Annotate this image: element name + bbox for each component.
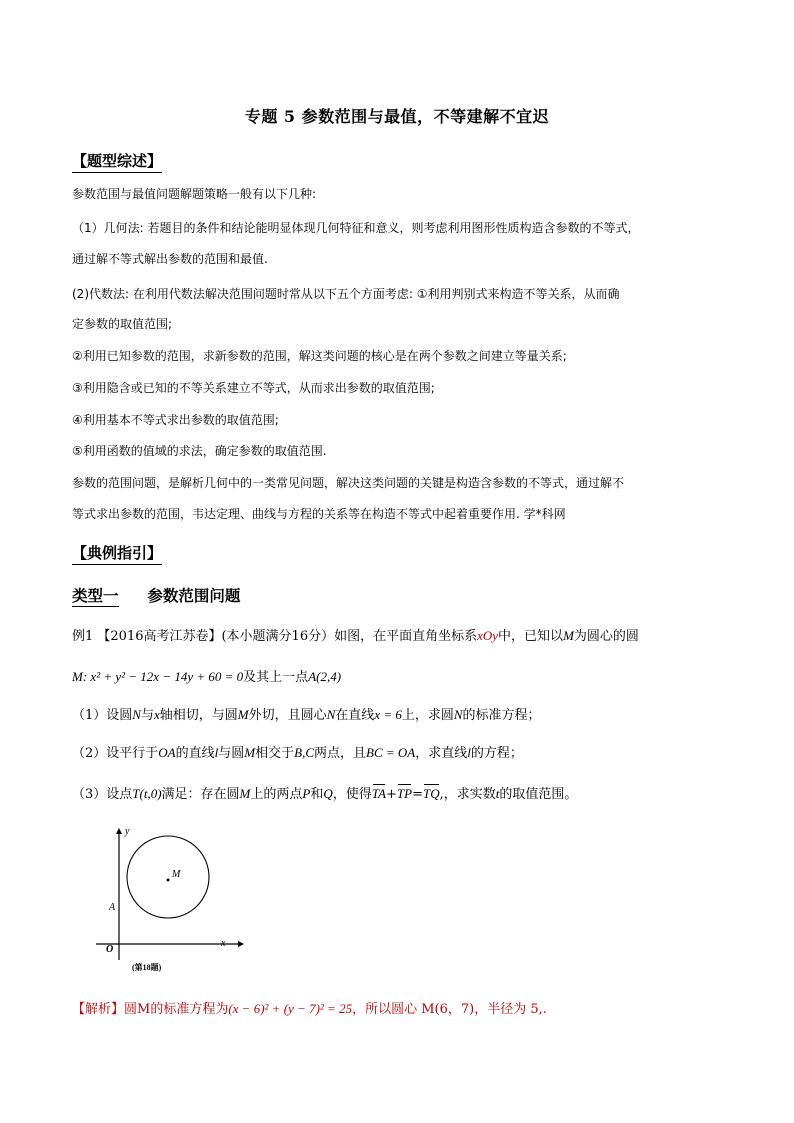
example-intro-line: 例1 【2016高考江苏卷】(本小题满分16分）如图，在平面直角坐标系xOy中，已知以M为圆心的圆: [72, 628, 639, 644]
x-axis-arrow-icon: [238, 941, 244, 947]
type-name: 参数范围问题: [147, 586, 241, 605]
overview-paragraph: ⑤利用函数的值域的求法，确定参数的取值范围.: [72, 444, 327, 458]
point-a-label: A: [109, 902, 116, 913]
y-axis-label: y: [125, 826, 130, 837]
x-axis-label: x: [221, 938, 226, 949]
example-equation-line: M: x² + y² − 12x − 14y + 60 = 0及其上一点A(2,4): [72, 669, 342, 685]
circle-figure: [88, 820, 248, 980]
figure-caption: (第18题): [132, 963, 162, 972]
overview-paragraph: 参数的范围问题，是解析几何中的一类常见问题，解决这类问题的关键是构造含参数的不等式，通过解不: [72, 476, 625, 490]
question-3: （3）设点T(t,0)满足：存在圆M上的两点P和Q，使得TA+TP=TQ,，求实数t的取值范围。: [72, 786, 578, 802]
origin-label: O: [106, 944, 114, 955]
overview-paragraph: 参数范围与最值问题解题策略一般有以下几种:: [72, 187, 317, 201]
overview-paragraph: ③利用隐含或已知的不等关系建立不等式，从而求出参数的取值范围;: [72, 381, 435, 395]
vector-tq: TQ: [422, 786, 440, 801]
overview-paragraph: 等式求出参数的范围，韦达定理、曲线与方程的关系等在构造不等式中起着重要作用. 学*科网: [72, 507, 566, 521]
center-point: [167, 879, 170, 882]
circle-m: [127, 836, 209, 918]
solution-tag: 【解析】: [72, 1002, 125, 1017]
vector-tp: TP: [396, 786, 413, 801]
question-1: （1）设圆N与x轴相切，与圆M外切，且圆心N在直线x = 6上，求圆N的标准方程；: [72, 707, 541, 723]
section-heading-overview: 【题型综述】: [72, 150, 162, 173]
section-heading-examples: 【典例指引】: [72, 542, 162, 565]
vector-ta: TA: [371, 786, 386, 801]
page-title: 专题 5 参数范围与最值，不等建解不宜迟: [244, 107, 550, 126]
overview-paragraph: ②利用已知参数的范围，求新参数的范围，解这类问题的核心是在两个参数之间建立等量关系;: [72, 349, 567, 363]
solution-line: 【解析】圆M的标准方程为(x − 6)² + (y − 7)² = 25，所以圆心 M(6，7)，半径为 5,.: [72, 1001, 547, 1017]
overview-paragraph: （1）几何法: 若题目的条件和结论能明显体现几何特征和意义，则考虑利用图形性质构造含参数的不等式，: [72, 221, 640, 235]
overview-paragraph: (2)代数法: 在利用代数法解决范围问题时常从以下五个方面考虑: ①利用判别式来构造不等关系，从而确: [72, 287, 620, 301]
overview-paragraph: 定参数的取值范围;: [72, 317, 173, 331]
type-label: 类型一: [72, 586, 119, 605]
y-axis-arrow-icon: [116, 828, 122, 834]
center-label: M: [172, 869, 181, 880]
overview-paragraph: 通过解不等式解出参数的范围和最值.: [72, 252, 268, 266]
overview-paragraph: ④利用基本不等式求出参数的取值范围;: [72, 413, 279, 427]
type-heading: [72, 584, 240, 606]
question-2: （2）设平行于OA的直线l与圆M相交于B,C两点，且BC = OA，求直线l的方程；: [72, 745, 523, 761]
